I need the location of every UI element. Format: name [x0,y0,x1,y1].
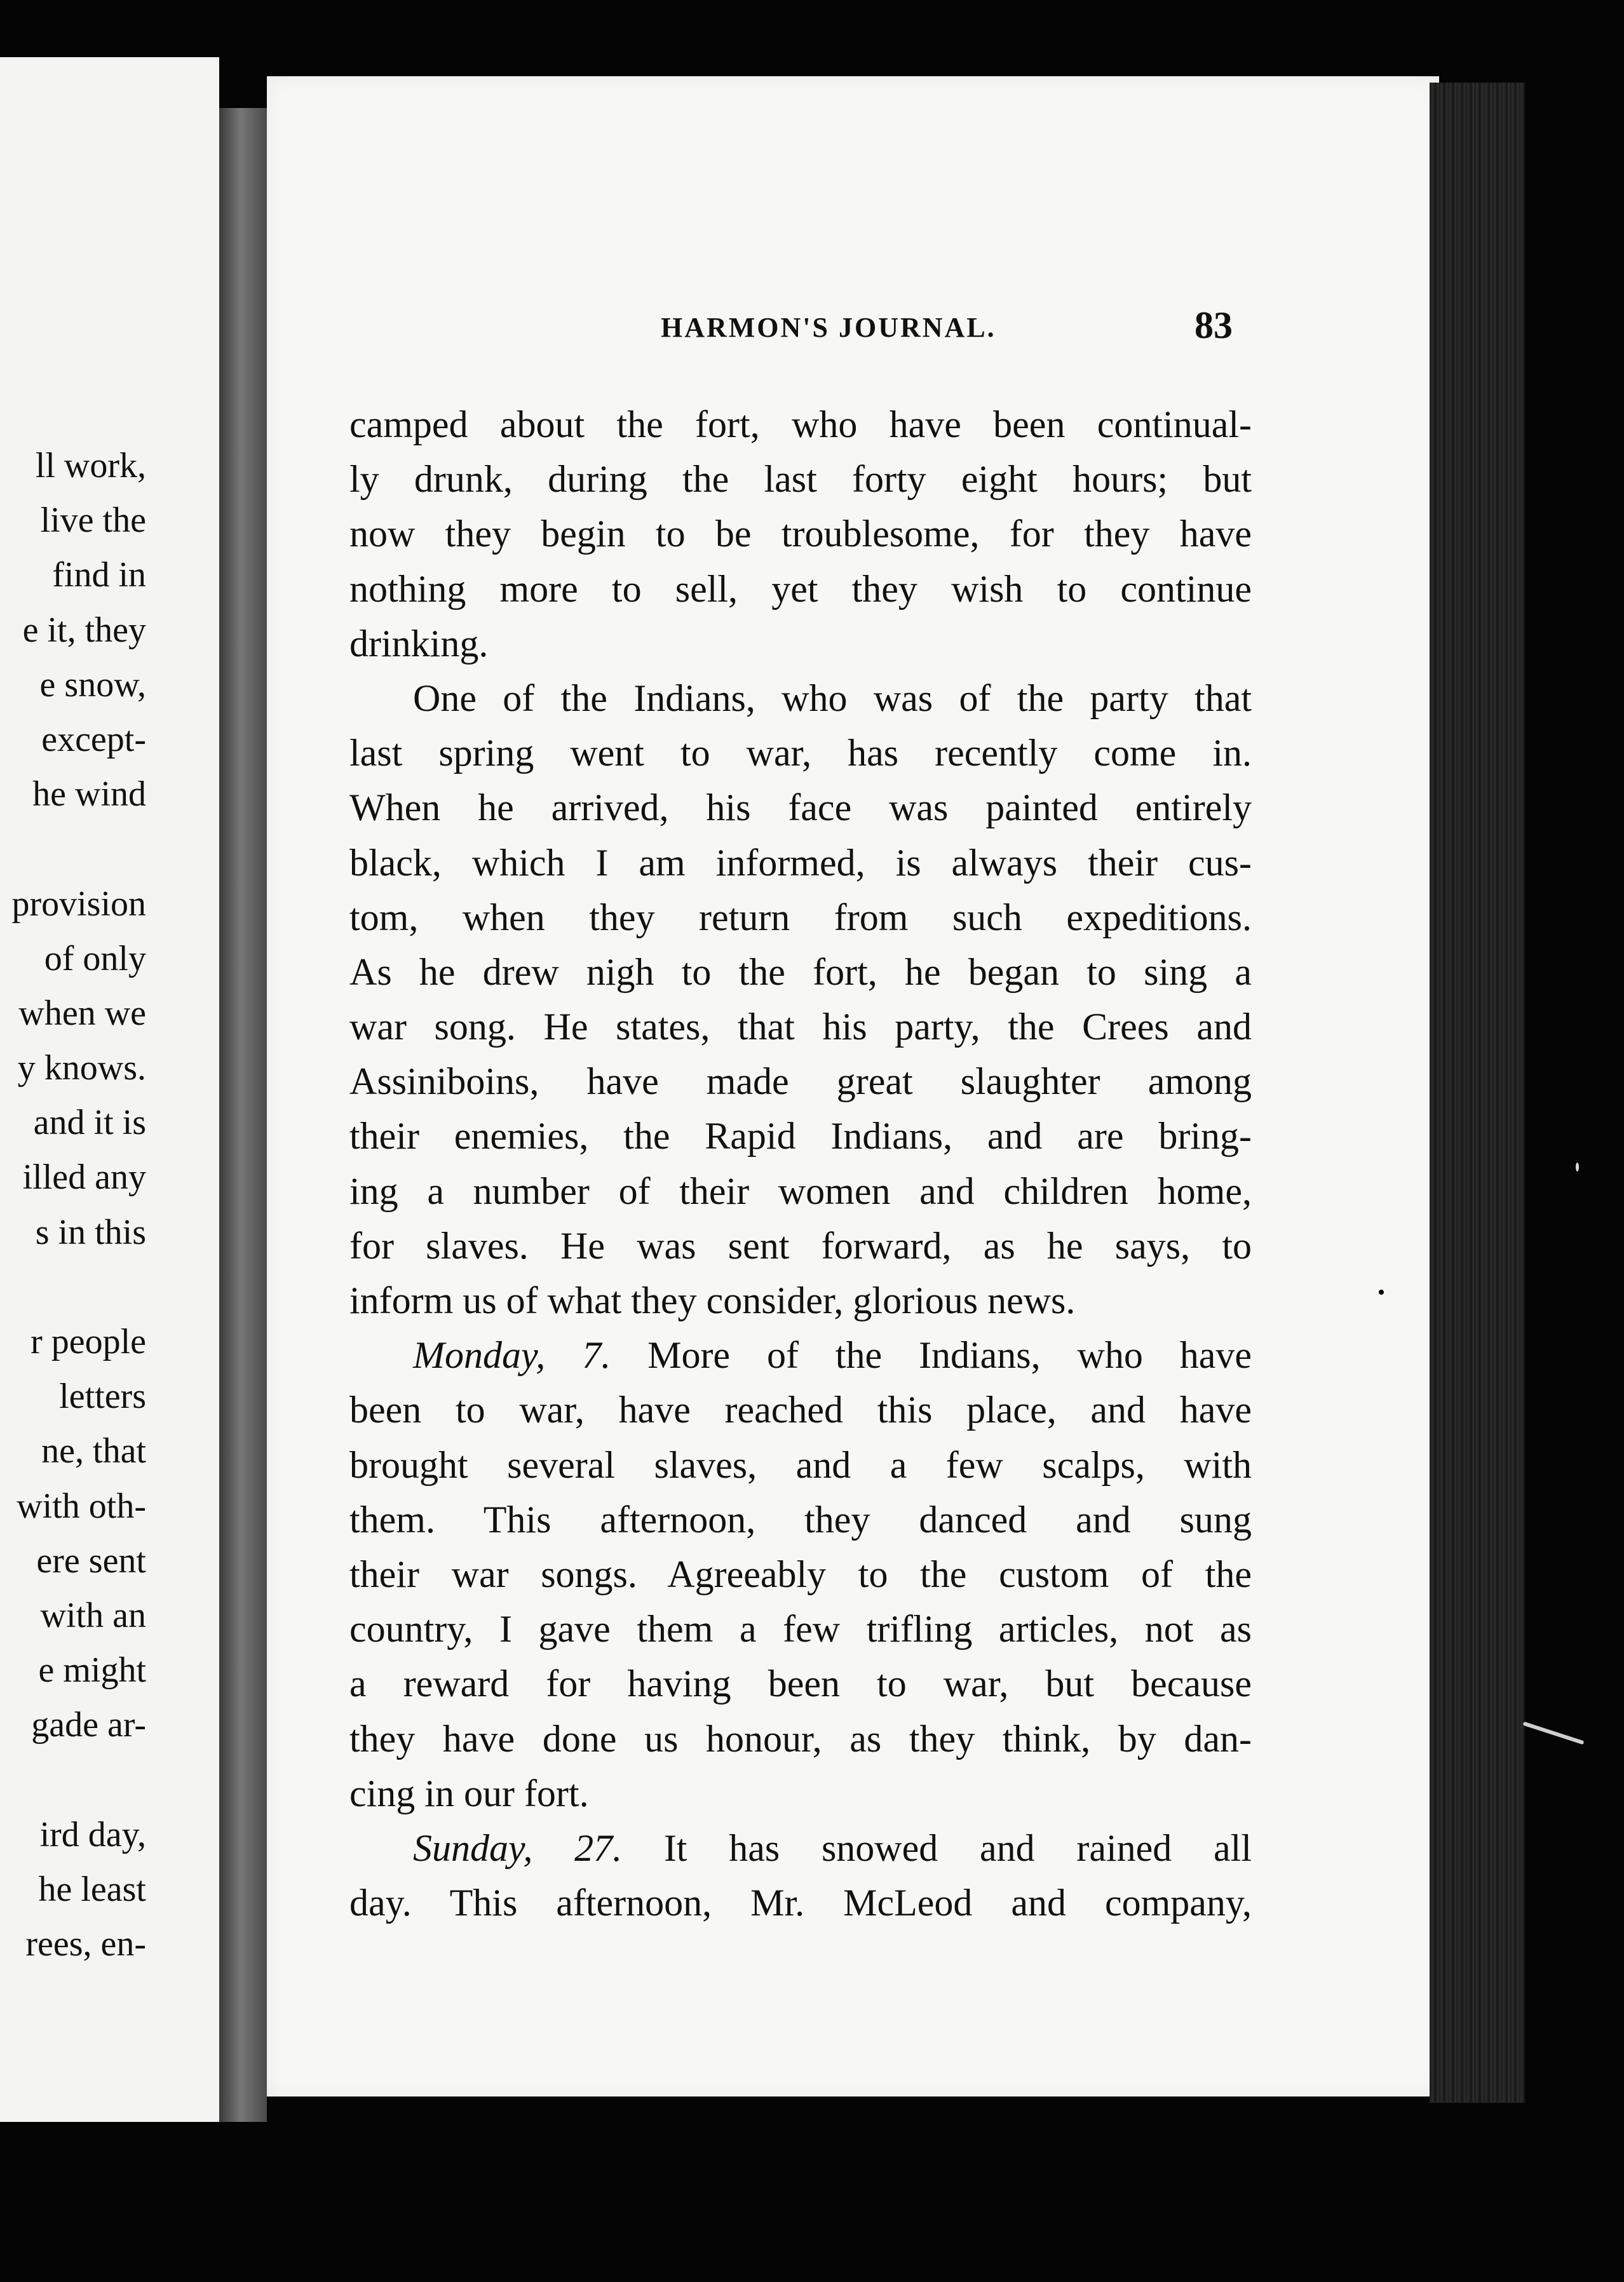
text-line: ly drunk, during the last forty eight hours; but [349,458,1252,501]
left-line: ne, that [41,1431,146,1471]
text-line: war song. He states, that his party, the Crees and [349,1006,1252,1048]
text-line [349,1821,1252,1875]
text-line: for slaves. He was sent forward, as he says, to [349,1224,1252,1267]
text-line: Assiniboins, have made great slaughter among [349,1060,1252,1103]
left-line: when we [18,993,146,1033]
text-line: now they begin to be troublesome, for they have [349,513,1252,555]
text-line: ing a number of their women and children home, [349,1170,1252,1212]
left-line: ere sent [36,1541,146,1581]
left-line: illed any [22,1158,146,1198]
left-line: e snow, [39,665,146,705]
left-line: s in this [35,1212,146,1252]
text-line: One of the Indians, who was of the party that [413,677,1252,719]
text-line: brought several slaves, and a few scalps, with [349,1443,1252,1486]
print-speck [1576,1163,1579,1171]
text-line: drinking. [349,622,489,665]
left-line: e might [38,1651,146,1691]
text-line: last spring went to war, has recently come in. [349,732,1252,774]
left-line: of only [44,938,146,978]
body-text [349,397,1252,1930]
left-line: y knows. [17,1048,146,1088]
print-speck [1523,1722,1585,1745]
left-line: rees, en- [25,1924,146,1964]
text-line: a reward for having been to war, but because [349,1663,1252,1705]
left-line: find in [52,555,146,595]
text-line: inform us of what they consider, glorious news. [349,1279,1076,1321]
left-line: r people [30,1322,146,1361]
left-line [0,1260,219,1314]
left-line: except- [41,719,146,759]
running-head: HARMON'S JOURNAL. [661,312,996,343]
left-line: he least [38,1869,146,1909]
left-line [0,1753,219,1807]
left-page [0,57,219,2122]
page-block-edge [1430,83,1525,2103]
page-number: 83 [1194,304,1233,346]
text-line [349,1328,1252,1382]
text-line: their enemies, the Rapid Indians, and are bring- [349,1115,1252,1158]
left-line: with oth- [17,1486,146,1526]
print-speck [1379,1290,1384,1295]
left-line: ird day, [39,1814,146,1854]
text-line: their war songs. Agreeably to the custom of the [349,1553,1252,1595]
left-line: and it is [33,1103,146,1143]
left-page-text [0,438,219,1971]
date-label: Monday, 7. [413,1334,611,1377]
text-line: they have done us honour, as they think, by dan- [349,1717,1252,1760]
left-line: e it, they [22,610,146,650]
left-line: ll work, [35,446,146,485]
book-gutter [219,108,267,2122]
left-line: letters [59,1377,146,1417]
text-run: It has snowed and rained all [663,1826,1252,1869]
left-line [0,821,219,876]
text-line: nothing more to sell, yet they wish to continue [349,567,1252,610]
text-line: been to war, have reached this place, and have [349,1389,1252,1431]
text-line: black, which I am informed, is always their cus- [349,841,1252,884]
text-line: tom, when they return from such expeditions. [349,896,1252,938]
text-line: When he arrived, his face was painted entirely [349,787,1252,829]
text-line: day. This afternoon, Mr. McLeod and company, [349,1882,1252,1924]
left-line: he wind [32,774,146,814]
left-line: live the [40,501,146,541]
left-line: gade ar- [31,1705,146,1745]
text-line: camped about the fort, who have been continual- [349,403,1252,445]
text-line: As he drew nigh to the fort, he began to sing a [349,950,1252,993]
text-line: them. This afternoon, they danced and sung [349,1498,1252,1541]
text-line: cing in our fort. [349,1772,589,1814]
left-line: with an [40,1595,146,1635]
left-line: provision [11,884,146,924]
text-run: More of the Indians, who have [647,1334,1252,1377]
text-line: country, I gave them a few trifling articles, not as [349,1608,1252,1651]
date-label: Sunday, 27. [413,1826,623,1869]
